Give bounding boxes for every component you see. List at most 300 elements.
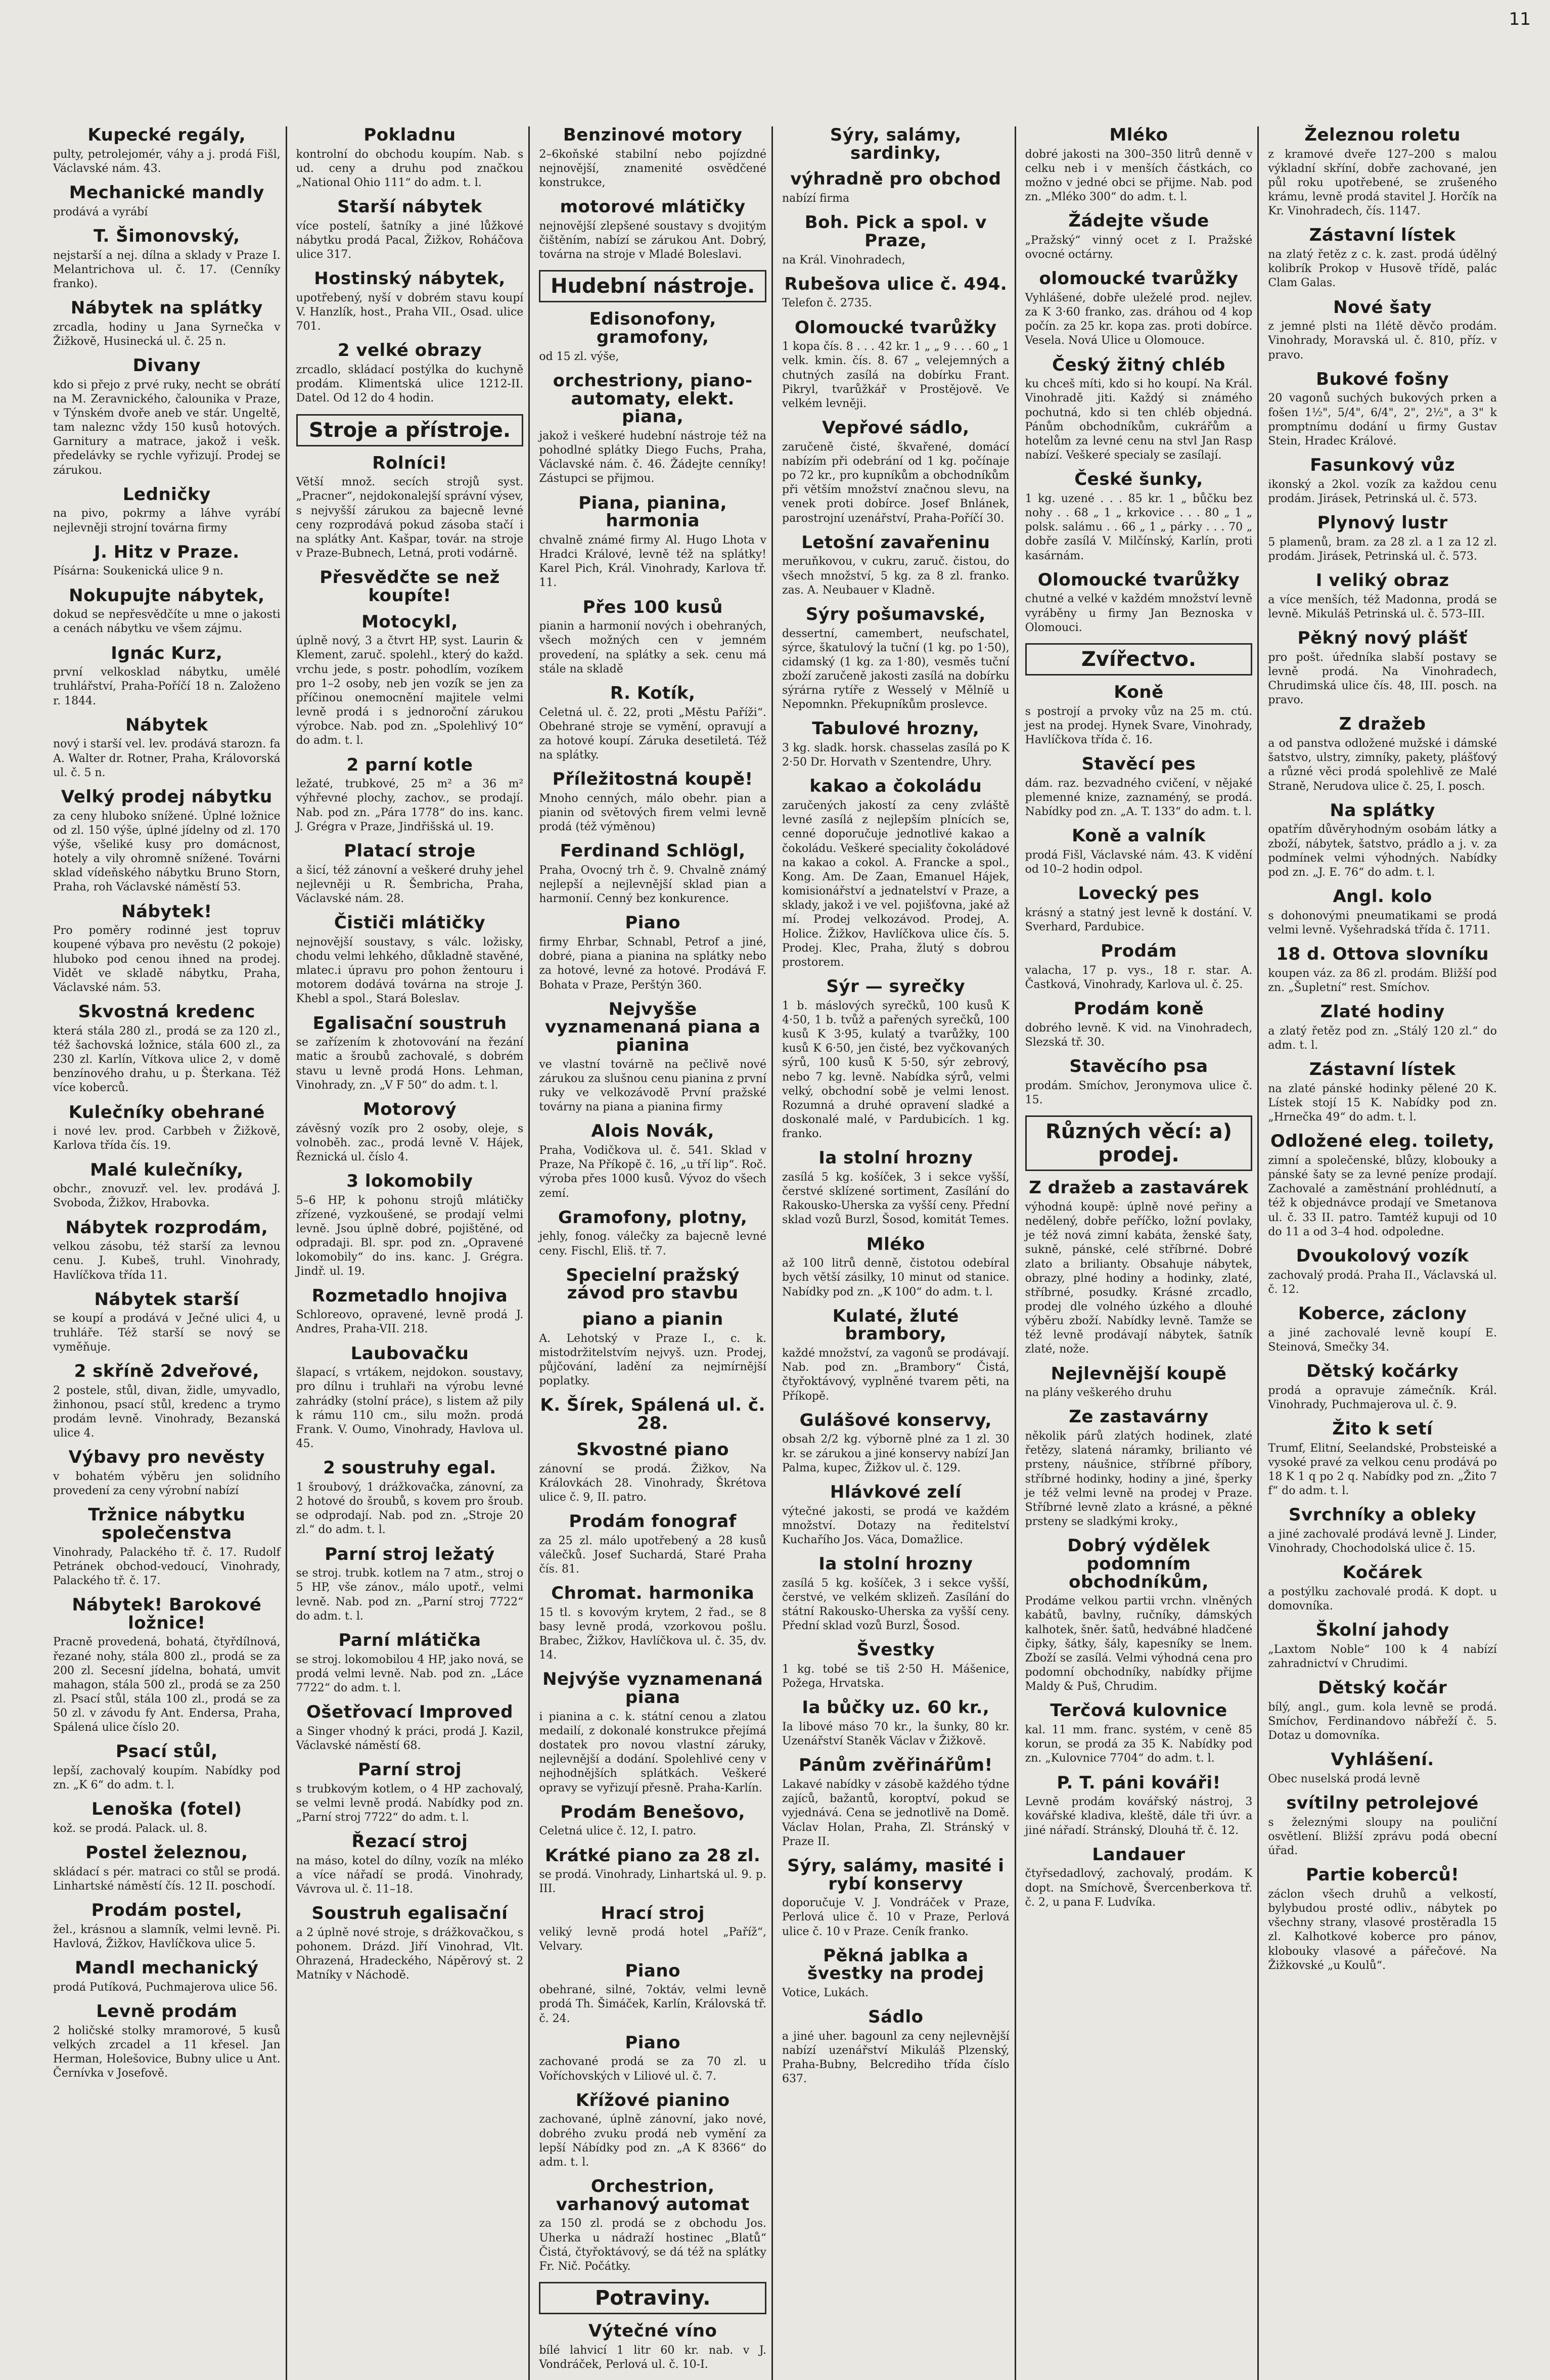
classified-ad <box>296 1101 524 1164</box>
ad-text: a jiné zachovalé prodává levně J. Linder, Vinohrady, Chochodolská ulice č. 15. <box>1268 1528 1497 1555</box>
classified-ad <box>782 1149 1010 1227</box>
ad-text: A. Lehotský v Praze I., c. k. mistodržitelstvím nejvyš. uzn. Prodej, půjčování, ladění za nejmírnější poplatky. <box>539 1332 766 1388</box>
ad-text: chvalně známé firmy Al. Hugo Lhota v Hradci Králové, levně též na splátky! Karel Pich, Král. Vinohrady, Karlova tř. 11. <box>539 533 766 590</box>
ad-text: ve vlastní továrně na pečlivě nové zárukou za slušnou cenu pianina z první ruky ve velkozávodě První pražské továrny na piana a pianina firmy <box>539 1058 766 1114</box>
classified-ad <box>782 2008 1010 2086</box>
classified-ad <box>539 914 766 992</box>
ad-text: Vyhlášené, dobře uleželé prod. nejlev. za K 3·60 franko, zas. dráhou od 4 kop počín. za 25 kr. kopa zas. proti dobírce. Vesela. Nová Ulice u Olomouce. <box>1025 292 1253 347</box>
ad-text: a šicí, též zánovní a veškeré druhy jehel nejlevněji u R. Šembricha, Praha, Václavské nám. 28. <box>296 864 524 905</box>
ad-title: Specielní pražský závod pro stavbu <box>566 1265 740 1304</box>
classified-ad <box>296 914 524 1006</box>
ad-title: Ferdinand Schlögl, <box>560 841 746 862</box>
ad-title: Přesvědčte se než koupíte! <box>320 567 500 606</box>
classified-ad <box>296 1287 524 1337</box>
column-5 <box>1020 126 1259 2380</box>
classified-ad <box>539 310 766 364</box>
ad-title: J. Hitz v Praze. <box>94 542 240 562</box>
classified-ad <box>53 1959 281 1995</box>
ad-text: 5 plamenů, bram. za 28 zl. a 1 za 12 zl. prodám. Jirásek, Petrinská ul. č. 573. <box>1268 535 1497 563</box>
classified-ad <box>53 1104 281 1153</box>
ad-title: Nábytek na splátky <box>70 298 263 318</box>
ad-text: se zařízením k zhotovování na řezání matic a šroubů zachovalé, s dobrém stavu u levně prodá Hons. Lehman, Vinohrady, zn. „V F 50“ do adm. t. l. <box>296 1036 524 1092</box>
ad-text: až 100 litrů denně, čistotou odebíral bych větší zásilky, 10 minut od stanice. Nabídky pod zn. „K 100“ do adm. t. l. <box>782 1257 1010 1298</box>
ad-title: Motocykl, <box>361 611 458 632</box>
ad-text: záclon všech druhů a velkostí, bylybudou prosté odliv., nábytek po všechny strany, vlasové prostěradla 15 zl. Kalhotkové koberce pro pánov, klobouky vlasové a pářečové. Na Žižkovské „u Koulů“. <box>1268 1888 1497 1972</box>
section-header: Stroje a přístroje. <box>296 414 524 446</box>
ad-text: a jiné uher. bagounl za ceny nejlevnější nabízí uzenářství Mikuláš Plzenský, Praha-Bubny, Belcrediho třída číslo 637. <box>782 2030 1010 2086</box>
ad-text: zaručeně čisté, škvařené, domácí nabízím při odebrání od 1 kg. počínaje po 72 kr., pro kupníkům a obchodníkům při větším množství značnou slevu, na venek proti dobírce. Josef Bnlánek, parostrojní uzenářství, Praha-Poříčí 30. <box>782 440 1010 525</box>
ad-text: na pivo, pokrmy a láhve vyrábí nejlevněji strojní továrna firmy <box>53 507 281 534</box>
classified-ad <box>1025 126 1253 204</box>
ad-title: Kulaté, žluté brambory, <box>832 1306 959 1344</box>
ad-text: za 25 zl. málo upotřebený a 28 kusů válečků. Josef Suchardá, Staré Praha čís. 81. <box>539 1534 766 1576</box>
ad-text: Trumf, Elitní, Seelandské, Probsteiské a vysoké pravé za velkou cenu prodává po 18 K 1 q po 2 q. Nabídky pod zn. „Žito 7 f“ do adm. t. l. <box>1268 1442 1497 1497</box>
classified-ad <box>296 1546 524 1624</box>
ad-text: se stroj. lokomobilou 4 HP, jako nová, se prodá velmi levně. Nab. pod zn. „Láce 7722“ do adm. t. l. <box>296 1653 524 1694</box>
classified-ad <box>53 1161 281 1211</box>
ad-text: Prodáme velkou partii vrchn. vlněných kabátů, bavlny, ručníky, dámských kalhotek, šněr. šatů, hedvábné hladčené čipky, šátky, šály, kapesníky se lnem. Zboží se zasílá. Velmi výhodná cena pro podomní obchodníky, nabídky přijme Maldy & Puš, Chrudim. <box>1025 1595 1253 1693</box>
classified-ad <box>1025 571 1253 635</box>
ad-title: Koně <box>1114 682 1164 702</box>
ad-title: Nové šaty <box>1333 297 1432 318</box>
ad-text: z kramové dveře 127–200 s malou výkladní skříní, dobře zachované, jen půl roku upotřebené, se zrušeného krámu, levně prodá stavitel J. Horčík na Kr. Vinohradech, čís. 1147. <box>1268 148 1497 218</box>
classified-ad <box>539 372 766 486</box>
section-header: Potraviny. <box>539 2282 766 2314</box>
ad-text: čtyřsedadlový, zachovalý, prodám. K dopt. na Smíchově, Švercenberkova tř. č. 2, u pana F. Ludvíka. <box>1025 1867 1253 1909</box>
ad-text: od 15 zl. výše, <box>539 350 619 363</box>
ad-title: Koberce, záclony <box>1298 1303 1467 1324</box>
ad-text: se prodá. Vinohrady, Linhartská ul. 9. p. III. <box>539 1868 766 1896</box>
ad-text: Mnoho cenných, málo obehr. pian a pianin od světových firem velmi levně prodá (též výměnou) <box>539 792 766 834</box>
ad-title: Hlávkové zelí <box>830 1481 962 1502</box>
ad-text: na plány veškerého druhu <box>1025 1386 1172 1400</box>
ad-text: kdo si přejo z prvé ruky, necht se obrátí na M. Zeravnického, čalounika v Praze, v Týnském dvoře aneb ve stár. Ungeltě, tam naleznc vždy 150 kusů hotových. Garnitury a matrace, jakož i vešk. předelávky se rychle vyřizují. Prodej se zárukou. <box>53 378 281 477</box>
ad-title: Velký prodej nábytku <box>61 786 272 807</box>
ad-text: zachované, úplně zánovní, jako nové, dobrého zvuku prodá neb vymění za lepší Nábídky pod zn. „A K 8366“ do adm. t. l. <box>539 2113 766 2169</box>
ad-text: kož. se prodá. Palack. ul. 8. <box>53 1822 208 1835</box>
ad-title: Český žitný chléb <box>1052 354 1225 375</box>
ad-title: Svrchníky a obleky <box>1289 1505 1477 1525</box>
ad-text: a zlatý řetěz pod zn. „Stálý 120 zl.“ do adm. t. l. <box>1268 1024 1497 1052</box>
ad-text: se stroj. trubk. kotlem na 7 atm., stroj o 5 HP, vše zánov., málo upotř., velmi levně. Nab. pod zn. „Parní stroj 7722“ do adm. t. l. <box>296 1567 524 1623</box>
classified-ad <box>539 1209 766 1259</box>
ad-title: Letošní zavařeninu <box>801 532 990 553</box>
column-1 <box>48 126 287 2380</box>
ad-text: krásný a statný jest levně k dostání. V. Sverhard, Pardubice. <box>1025 906 1253 934</box>
ad-text: ikonský a 2kol. vozík za každou cenu prodám. Jirásek, Petrinská ul. č. 573. <box>1268 478 1497 505</box>
ad-title: Na splátky <box>1330 800 1435 821</box>
ad-text: bílý, angl., gum. kola levně se prodá. Smíchov, Ferdinandovo nábřeží č. 5. Dotaz u domovníka. <box>1268 1700 1497 1742</box>
ad-title: Sýr — syrečky <box>826 976 966 997</box>
classified-ad <box>539 842 766 906</box>
ad-title: motorové mlátičky <box>560 197 746 217</box>
classified-ad <box>1025 942 1253 992</box>
ad-title: Z dražeb <box>1339 714 1426 735</box>
ad-text: koupen váz. za 86 zl. prodám. Bližší pod zn. „Šupletní“ rest. Smíchov. <box>1268 967 1497 994</box>
classified-ad <box>782 126 1010 162</box>
ad-title: Olomoucké tvarůžky <box>795 317 997 338</box>
ad-text: několik párů zlatých hodinek, zlaté řetězy, slatená náramky, brilianto vé prsteny, náušnice, stříbrné příbory, stříbrné hodinky, hodiny a jiné, šperky je též velmi levně na prodej v Praze. Stříbrné levně zlato a krásné, a pěkné prsteny se sladkými kroky., <box>1025 1430 1253 1529</box>
ad-text: dobré jakosti na 300–350 litrů denně v celku neb i v menších částkách, co možno v jedné obci se přijme. Nab. pod zn. „Mléko 300“ do adm. t. l. <box>1025 148 1253 204</box>
classified-ad <box>539 1122 766 1200</box>
ad-text: nový i starší vel. lev. prodává starozn. fa A. Walter dr. Rotner, Praha, Královorská ul. č. 5 n. <box>53 738 281 779</box>
classified-ad <box>53 1596 281 1735</box>
classified-ad <box>539 2178 766 2274</box>
ad-text: nabízí firma <box>782 192 850 205</box>
ad-title: Plynový lustr <box>1317 513 1448 533</box>
ad-title: Ia bůčky uz. 60 kr., <box>802 1697 990 1718</box>
ad-title: Partie koberců! <box>1306 1865 1460 1885</box>
classified-ad <box>53 788 281 895</box>
ad-text: pro pošt. úředníka slabší postavy se levně prodá. Na Vinohradech, Chrudimská ulice čís. 48, III. posch. na pravo. <box>1268 651 1497 707</box>
classified-ad <box>1268 802 1497 880</box>
classified-ad <box>1268 715 1497 793</box>
ad-title: Soustruh egalisační <box>311 1903 508 1924</box>
ad-text: ku chceš míti, kdo si ho koupí. Na Král. Vinohradě jiti. Každý si známého pochutná, kdo si ten chléb objedná. Pánům obchodníkům, cukrářům a hotelům za levné cenu na stvl Jan Rasp nabízí. Veškeré specialy se zasílají. <box>1025 378 1253 462</box>
ad-text: jakož i veškeré hudební nástroje též na pohodlné splátky Diego Fuchs, Praha, Václavské nám. č. 46. Žádejte cenníky! Zástupci se přijmou. <box>539 429 766 485</box>
classified-ad <box>782 778 1010 970</box>
classified-ad <box>539 492 766 591</box>
ad-title: 2 skříně 2dveřové, <box>74 1361 259 1381</box>
classified-ad <box>782 1412 1010 1475</box>
ad-text: a od panstva odložené mužské i dámské šatstvo, ulstry, zimníky, pakety, plášťový a různé věci prodá spolehlivě ze Malé Straně, Nerudova ulice č. 25, I. posch. <box>1268 737 1497 793</box>
ad-title: orchestriony, piano-automaty, elekt. piana, <box>553 370 753 427</box>
ad-title: Skvostná kredenc <box>78 1002 255 1022</box>
classified-ad <box>296 1833 524 1897</box>
ad-title: Boh. Pick a spol. v Praze, <box>804 212 987 251</box>
ad-title: Nábytek <box>125 714 208 735</box>
classified-ad <box>1025 471 1253 563</box>
ad-text: nejnovější zlepšené soustavy s dvojitým čištěním, nabízí se zárukou Ant. Dobrý, továrna na stroje v Mladé Boleslavi. <box>539 219 766 261</box>
classified-ad <box>539 1441 766 1505</box>
classified-ad <box>539 1267 766 1303</box>
classified-ad <box>1268 1420 1497 1498</box>
ad-title: Železnou roletu <box>1304 125 1461 145</box>
ad-title: Pokladnu <box>363 125 456 145</box>
ad-title: Nábytek starší <box>94 1289 240 1310</box>
classified-ad <box>782 1555 1010 1633</box>
ad-title: Dětský kočárky <box>1306 1361 1459 1381</box>
ad-text: za ceny hluboko snížené. Úplné ložnice od zl. 150 výše, úplné jídelny od zl. 170 výše, všeliké kusy pro domácnost, hotely a vily ohromně snížené. Továrni sklad vídeňského nábytku Bruno Storn, Praha, roh Václavské náměstí 53. <box>53 810 281 894</box>
classified-ad <box>1268 572 1497 621</box>
ad-title: Landauer <box>1092 1844 1186 1865</box>
classified-ad <box>53 716 281 780</box>
classified-ad <box>296 1632 524 1695</box>
classified-ad <box>1025 1408 1253 1529</box>
ad-columns <box>48 125 1502 2371</box>
ad-text: Celetná ul. č. 22, proti „Městu Paříži“. Obehrané stroje se vymění, opravují a za hotové koupí. Záruka desetiletá. Též na splátky. <box>539 706 766 761</box>
column-6 <box>1263 126 1502 2380</box>
ad-title: Olomoucké tvarůžky <box>1037 569 1240 590</box>
ad-title: Gulášové konservy, <box>799 1410 992 1430</box>
classified-ad <box>296 126 524 190</box>
ad-text: prodá Putíková, Puchmajerova ulice 56. <box>53 1981 278 1994</box>
classified-ad <box>53 357 281 478</box>
classified-ad <box>1268 1751 1497 1786</box>
ad-title: Koně a valník <box>1072 826 1206 846</box>
ad-title: Nábytek! <box>121 901 212 922</box>
ad-text: Praha, Ovocný trh č. 9. Chvalně známý nejlepší a nejlevnější sklad pian a harmonií. Cenný bez konkurence. <box>539 864 766 906</box>
ad-text: v bohatém výběru jen solidního provedení za ceny výrobní nabízí <box>53 1470 281 1497</box>
classified-ad <box>782 606 1010 712</box>
ad-title: Lovecký pes <box>1078 883 1200 904</box>
ad-text: nejnovější soustavy, s válc. ložisky, chodu velmi lehkého, důkladně stavěné, mlatec.i úpravu pro pohon žentouru i motorem dodává továrna na stroje J. Khebl a spol., Stará Boleslav. <box>296 935 524 1006</box>
ad-text: i nové lev. prod. Carbbeh v Žižkově, Karlova třída čís. 19. <box>53 1125 281 1152</box>
ad-text: a Singer vhodný k práci, prodá J. Kazil, Václavské náměstí 68. <box>296 1725 524 1752</box>
classified-ad <box>782 1857 1010 1939</box>
ad-text: zasílá 5 kg. košíček, 3 i sekce vyšší, čerstvé, ve velkém sklizeň. Zasílání do státní Rakousko-Uherska za vyšší ceny. Přední sklad vozů Burzl, Šosod. <box>782 1577 1010 1633</box>
ad-title: Psací stůl, <box>115 1741 218 1762</box>
ad-title: olomoucké tvarůžky <box>1039 268 1239 289</box>
ad-title: Malé kulečníky, <box>90 1159 244 1180</box>
classified-ad <box>782 1308 1010 1404</box>
ad-title: Kočárek <box>1342 1562 1423 1583</box>
classified-ad <box>1025 1537 1253 1694</box>
ad-text: „Laxtom Noble“ 100 k 4 nabízí zahradnictví v Chrudimi. <box>1268 1643 1497 1670</box>
ad-title: Divany <box>132 355 201 376</box>
classified-ad <box>53 1801 281 1836</box>
ad-text: Levně prodám kovářský nástroj, 3 kovářské kladiva, kleště, dále tři úvr. a jiné nářadí. Stránský, Dlouhá tř. č. 12. <box>1025 1795 1253 1837</box>
ad-title: R. Kotík, <box>610 683 696 703</box>
ad-text: obsah 2/2 kg. výborně plné za 1 zl. 30 kr. se zárukou a jiné konservy nabízí Jan Palma, kupec, Žižkov ul. č. 129. <box>782 1433 1010 1474</box>
classified-ad <box>782 276 1010 311</box>
ad-title: Prodám fonograf <box>569 1511 737 1532</box>
classified-ad <box>1268 1305 1497 1355</box>
ad-text: 1 kopa čís. 8 . . . 42 kr. 1 „ „ 9 . . . 60 „ 1 velk. kmin. čís. 8. 67 „ velejemných a chutných zasílá na dobírku Frant. Pikryl, tvarůžkář v Prostějově. Ve velkém levněji. <box>782 340 1010 410</box>
classified-ad <box>296 569 524 605</box>
ad-text: zrcadla, hodiny u Jana Syrnečka v Žižkově, Husinecká ul. č. 25 n. <box>53 321 281 348</box>
classified-ad <box>296 455 524 561</box>
classified-ad <box>53 1506 281 1588</box>
classified-ad <box>1025 1000 1253 1050</box>
ad-title: Přes 100 kusů <box>582 597 723 617</box>
ad-text: Obec nuselská prodá levně <box>1268 1772 1420 1785</box>
classified-ad <box>53 2003 281 2081</box>
ad-text: a postýlku zachovalé prodá. K dopt. u domovníka. <box>1268 1585 1497 1612</box>
ad-text: výtečné jakosti, se prodá ve každém množství. Dotazy na ředitelství Kuchařího Jos. Váca, Domažlice. <box>782 1505 1010 1546</box>
ad-title: Výtečné víno <box>588 2321 717 2342</box>
ad-title: Tabulové hrozny, <box>812 719 980 739</box>
ad-title: Prodám <box>1101 941 1177 962</box>
ad-title: Sýry, salámy, masité i rybí konservy <box>787 1855 1005 1894</box>
ad-text: Praha, Vodičkova ul. č. 541. Sklad v Praze, Na Příkopě č. 16, „u tří lip“. Roč. výroba přes 1000 kusů. Vývoz do všech zemí. <box>539 1144 766 1200</box>
ad-text: každé množství, za vagonů se prodávají. Nab. pod zn. „Brambory“ Čistá, čtyřoktávový, vyplněné tvarem pěti, na Příkopě. <box>782 1347 1010 1403</box>
ad-text: 3 kg. sladk. horsk. chasselas zasílá po K 2·50 Dr. Horvath v Szentendre, Uhry. <box>782 742 1010 769</box>
ad-text: chutné a velké v každém množství levně vyráběny u firmy Jan Beznoska v Olomouci. <box>1025 593 1253 634</box>
classified-ad <box>539 1311 766 1388</box>
classified-ad <box>539 1585 766 1663</box>
classified-ad <box>296 270 524 334</box>
ad-title: 2 velké obrazy <box>337 340 482 361</box>
classified-ad <box>782 214 1010 267</box>
section-header: Hudební nástroje. <box>539 270 766 302</box>
ad-title: svítilny petrolejové <box>1286 1793 1479 1814</box>
ad-text: první velkosklad nábytku, umělé truhlářství, Praha-Poříčí 18 n. Založeno r. 1844. <box>53 666 281 707</box>
classified-ad <box>53 1291 281 1355</box>
ad-text: pulty, petrolejomér, váhy a j. prodá Fišl, Václavské nám. 43. <box>53 148 281 175</box>
classified-ad <box>296 1173 524 1279</box>
classified-ad <box>296 842 524 906</box>
ad-text: na Král. Vinohradech, <box>782 253 905 266</box>
ad-title: 3 lokomobily <box>346 1171 473 1191</box>
classified-ad <box>1268 227 1497 290</box>
ad-text: Ia libové máso 70 kr., la šunky, 80 kr. Uzenářství Staněk Václav v Žižkově. <box>782 1721 1010 1748</box>
ad-text: Písárna: Soukenická ulice 9 n. <box>53 565 223 578</box>
ad-title: Tržnice nábytku společenstva <box>88 1505 246 1543</box>
ad-title: Hrací stroj <box>601 1903 705 1923</box>
classified-ad <box>782 978 1010 1141</box>
classified-ad <box>539 1962 766 2026</box>
ad-text: dokud se nepřesvědčíte u mne o jakosti a cenách nábytku ve všem zájmu. <box>53 608 281 636</box>
classified-ad <box>296 1905 524 1983</box>
classified-ad <box>1268 126 1497 218</box>
classified-ad <box>296 1345 524 1452</box>
ad-title: Ignác Kurz, <box>111 643 223 663</box>
ad-title: Prodám Benešovo, <box>560 1802 746 1822</box>
ad-text: prodá Fišl, Václavské nám. 43. K vidění od 10–2 hodin odpol. <box>1025 848 1253 876</box>
classified-ad <box>539 1513 766 1577</box>
ad-title: Pěkný nový plášť <box>1297 628 1468 649</box>
ad-text: zachované prodá se za 70 zl. u Voříchovských v Liliové ul. č. 7. <box>539 2055 766 2083</box>
classified-ad <box>53 544 281 579</box>
ad-text: výhodná koupě: úplně nové peřiny a nedělený, dobře peříčko, ložní povlaky, je též nová zimní kabáta, ženské šaty, sukně, pánské, celé stříbrné. Dobré zlato a brilianty. Obsahuje nábytek, obrazy, plné hodiny a hodinky, zlaté, stříbrné, posudky. Krásné zrcadlo, prodej dle volného úzkého a dlouhé výběru zboží. Nabídky levně. Tamže se též levně prodávají nábytek, šatník zlaté, nože. <box>1025 1200 1253 1356</box>
column-3 <box>534 126 773 2380</box>
ad-title: Nejvýše vyznamenaná piana <box>542 1669 763 1708</box>
ad-text: za 150 zl. prodá se z obchodu Jos. Uherka u nádraží hostinec „Blatů“ Čistá, čtyřoktávový, se dá též na splátky Fr. Nič. Počátky. <box>539 2217 766 2273</box>
classified-ad <box>1025 1846 1253 1910</box>
ad-text: šlapací, s vrtákem, nejdokon. soustavy, pro dílnu i truhlaři na výrobu levné zahrádky (stolní práce), s listem až pily k rámu 110 cm., silu možn. prodá Frank. V. Oumo, Vinohrady, Havlova ul. 45. <box>296 1366 524 1451</box>
ad-text: prodá a opravuje zámečník. Král. Vinohrady, Puchmajerova ul. č. 9. <box>1268 1384 1497 1411</box>
ad-title: Dobrý výdělek podomním obchodníkům, <box>1067 1536 1210 1592</box>
ad-text: nejstarší a nej. dílna a sklady v Praze I. Melantrichova ul. č. 17. (Cenníky franko). <box>53 249 281 290</box>
classified-ad <box>782 1641 1010 1691</box>
ad-text: opatřím důvěryhodným osobám látky a zboží, nábytek, šatstvo, prádlo a j. v. za podmínek velmi výhodných. Nabídky pod zn. „J. E. 76“ do adm. t. l. <box>1268 823 1497 879</box>
ad-text: dessertní, camembert, neufschatel, sýrce, škatulový la tuční (1 kg. po 1·50), cidamský (1 kg. za 1·80), vesměs tuční zboží zaručeně jakosti zasílá na dobírku sýrárna rytíře z Wesselý v Mělníě u Nepomnkn. Překupníkům proslevce. <box>782 627 1010 711</box>
ad-title: Ia stolní hrozny <box>818 1554 973 1575</box>
classified-ad <box>539 685 766 762</box>
ad-text: valacha, 17 p. vys., 18 r. star. A. Častková, Vinohrady, Karlova ul. č. 25. <box>1025 964 1253 992</box>
ad-title: Mechanické mandly <box>69 183 264 203</box>
classified-ad <box>539 2322 766 2372</box>
classified-ad <box>53 587 281 637</box>
ad-text: bílé lahvicí 1 litr 60 kr. nab. v J. Vondráček, Perlová ul. č. 10-I. <box>539 2344 766 2371</box>
classified-ad <box>1025 755 1253 819</box>
ad-text: a více menších, též Madonna, prodá se levně. Mikuláš Petrinská ul. č. 573–III. <box>1268 593 1497 620</box>
ad-title: 18 d. Ottova slovníku <box>1276 944 1489 965</box>
ad-title: Čističi mlátičky <box>334 913 486 933</box>
classified-ad <box>296 756 524 834</box>
classified-ad <box>782 720 1010 770</box>
ad-title: Benzinové motory <box>563 125 743 145</box>
classified-ad <box>53 299 281 349</box>
ad-text: 5–6 HP, k pohonu strojů mlátičky zřízené, vyzkoušené, se prodají velmi levně. Jsou úplně dobré, pojištěné, od odpradaji. Bl. spr. pod zn. „Opravené lokomobily“ do ins. kanc. J. Grégra. Jindř. ul. 19. <box>296 1194 524 1278</box>
ad-text: lepší, zachovalý koupím. Nabídky pod zn. „K 6“ do adm. t. l. <box>53 1765 281 1792</box>
ad-title: Kupecké regály, <box>87 125 246 145</box>
classified-ad <box>53 228 281 291</box>
ad-text: kal. 11 mm. franc. systém, v ceně 85 korun, se prodá za 35 K. Nabídky pod zn. „Kulovnice 7704“ do adm. t. l. <box>1025 1724 1253 1765</box>
ad-text: dobrého levně. K vid. na Vinohradech, Slezská tř. 30. <box>1025 1021 1253 1049</box>
ad-title: Prodám koně <box>1073 999 1204 1019</box>
classified-ad <box>1268 1061 1497 1125</box>
ad-title: Sýry pošumavské, <box>805 604 986 624</box>
classified-ad <box>1268 299 1497 363</box>
ad-title: Postel železnou, <box>85 1843 248 1863</box>
classified-ad <box>1025 1702 1253 1766</box>
ad-text: prodává a vyrábí <box>53 205 148 218</box>
ad-text: zrcadlo, skládací postýlka do kuchyně prodám. Klimentská ulice 1212-II. Datel. Od 12 do 4 hodin. <box>296 364 524 405</box>
ad-text: skládací s pér. matraci co stůl se prodá. Linhartské náměstí čís. 12 II. poschodí. <box>53 1865 281 1893</box>
ad-title: Sýry, salámy, sardinky, <box>830 125 962 163</box>
classified-ad <box>53 486 281 535</box>
ad-title: Žito k setí <box>1332 1418 1433 1439</box>
ad-text: 1 šroubový, 1 drážkovačka, zánovní, za 2 hotové do šroubů, s kovem pro šroub. se odprodají. Nab. pod zn. „Stroje 20 zl.“ do adm. t. l. <box>296 1480 524 1537</box>
ad-title: výhradně pro obchod <box>790 169 1001 190</box>
classified-ad <box>782 419 1010 526</box>
ad-title: Nábytek rozprodám, <box>65 1217 268 1238</box>
ad-text: velkou zásobu, též starší za levnou cenu. J. Kubeš, truhl. Vinohrady, Havlíčkova třída 11. <box>53 1240 281 1282</box>
ad-title: 2 parní kotle <box>346 754 473 775</box>
column-2 <box>291 126 530 2380</box>
ad-text: s postrojí a prvoky vůz na 25 m. ctú. jest na prodej. Hynek Svare, Vinohrady, Havlíčkova třída č. 16. <box>1025 705 1253 746</box>
ad-title: Mléko <box>866 1234 925 1254</box>
ad-text: kontrolní do obchodu koupím. Nab. s ud. ceny a druhu pod značkou „National Ohio 111“ do adm. t. l. <box>296 148 524 189</box>
ad-text: „Pražský“ vinný ocet z I. Pražské ovocné octárny. <box>1025 234 1253 261</box>
classified-ad <box>296 342 524 406</box>
ad-text: obchr., znovuzř. vel. lev. prodává J. Svoboda, Žižkov, Hrabovka. <box>53 1183 281 1210</box>
ad-text: Votice, Lukách. <box>782 1987 869 2000</box>
classified-ad <box>53 1902 281 1951</box>
ad-text: Celetná ulice č. 12, I. patro. <box>539 1825 697 1838</box>
ad-title: Angl. kolo <box>1333 886 1432 907</box>
ad-title: Bukové fošny <box>1316 369 1449 389</box>
classified-ad <box>782 1236 1010 1299</box>
ad-title: Gramofony, plotny, <box>558 1207 748 1228</box>
ad-title: Mléko <box>1109 125 1168 145</box>
ad-title: Žádejte všude <box>1068 211 1209 232</box>
classified-ad <box>296 1459 524 1537</box>
classified-ad <box>539 198 766 262</box>
classified-ad <box>782 1481 1010 1547</box>
ad-text: 20 vagonů suchých bukových prken a fošen 1½", 5/4", 6/4", 2", 2½", a 3" k promptnímu dodání u firmy Gustav Stein, Hradec Králové. <box>1268 392 1497 447</box>
ad-title: Edisonofony, gramofony, <box>589 309 716 347</box>
ad-text: na zlaté pánské hodinky pělené 20 K. Lístek stojí 15 K. Nabídky pod zn. „Hrnečka 49“ do adm. t. l. <box>1268 1082 1497 1124</box>
classified-ad <box>53 645 281 708</box>
ad-text: zasílá 5 kg. košíček, 3 i sekce vyšší, čerstvé sklízené sortiment, Zasílání do Rakousko-Uherska za vyšší ceny. Přední sklad vozů Burzl, Šosod, komitát Temes. <box>782 1171 1010 1227</box>
ad-text: Pro poměry rodinné jest topruv koupené výbava pro nevěstu (2 pokoje) hluboko pod cenou ihned na prodej. Vidět ve skladě nábytku, Praha, Václavské nám. 53. <box>53 924 281 994</box>
classified-ad <box>539 1001 766 1115</box>
ad-title: Vyhlášení. <box>1331 1749 1434 1770</box>
classified-ad <box>53 1003 281 1095</box>
ad-title: Levně prodám <box>96 2001 238 2022</box>
ad-text: která stála 280 zl., prodá se za 120 zl., též šachovská ložnice, stála 600 zl., za 230 zl. Karlín, Vítkova ulice 2, v domě benzínového drahu, u p. Šterkana. Též více koberců. <box>53 1024 281 1095</box>
ad-title: Dvoukolový vozík <box>1296 1245 1469 1266</box>
ad-title: Z dražeb a zastavárek <box>1029 1178 1249 1198</box>
classified-ad <box>1025 270 1253 348</box>
classified-ad <box>296 1015 524 1093</box>
classified-ad <box>1025 684 1253 747</box>
classified-ad <box>1268 1564 1497 1613</box>
classified-ad <box>539 1804 766 1839</box>
classified-ad <box>1268 1247 1497 1297</box>
ad-title: Krátké piano za 28 zl. <box>544 1845 761 1866</box>
ad-text: Telefon č. 2735. <box>782 297 872 310</box>
ad-title: Zlaté hodiny <box>1320 1002 1445 1022</box>
ad-text: dám. raz. bezvadného cvičení, v nějaké plemenné knize, zaznaméný, se prodá. Nabídky pod zn. „A. T. 133“ do adm. t. l. <box>1025 777 1253 819</box>
ad-title: I veliký obraz <box>1315 570 1449 591</box>
ad-title: Chromat. harmonika <box>551 1583 755 1604</box>
classified-ad <box>1268 1866 1497 1973</box>
ad-title: Lenoška (fotel) <box>92 1799 242 1820</box>
